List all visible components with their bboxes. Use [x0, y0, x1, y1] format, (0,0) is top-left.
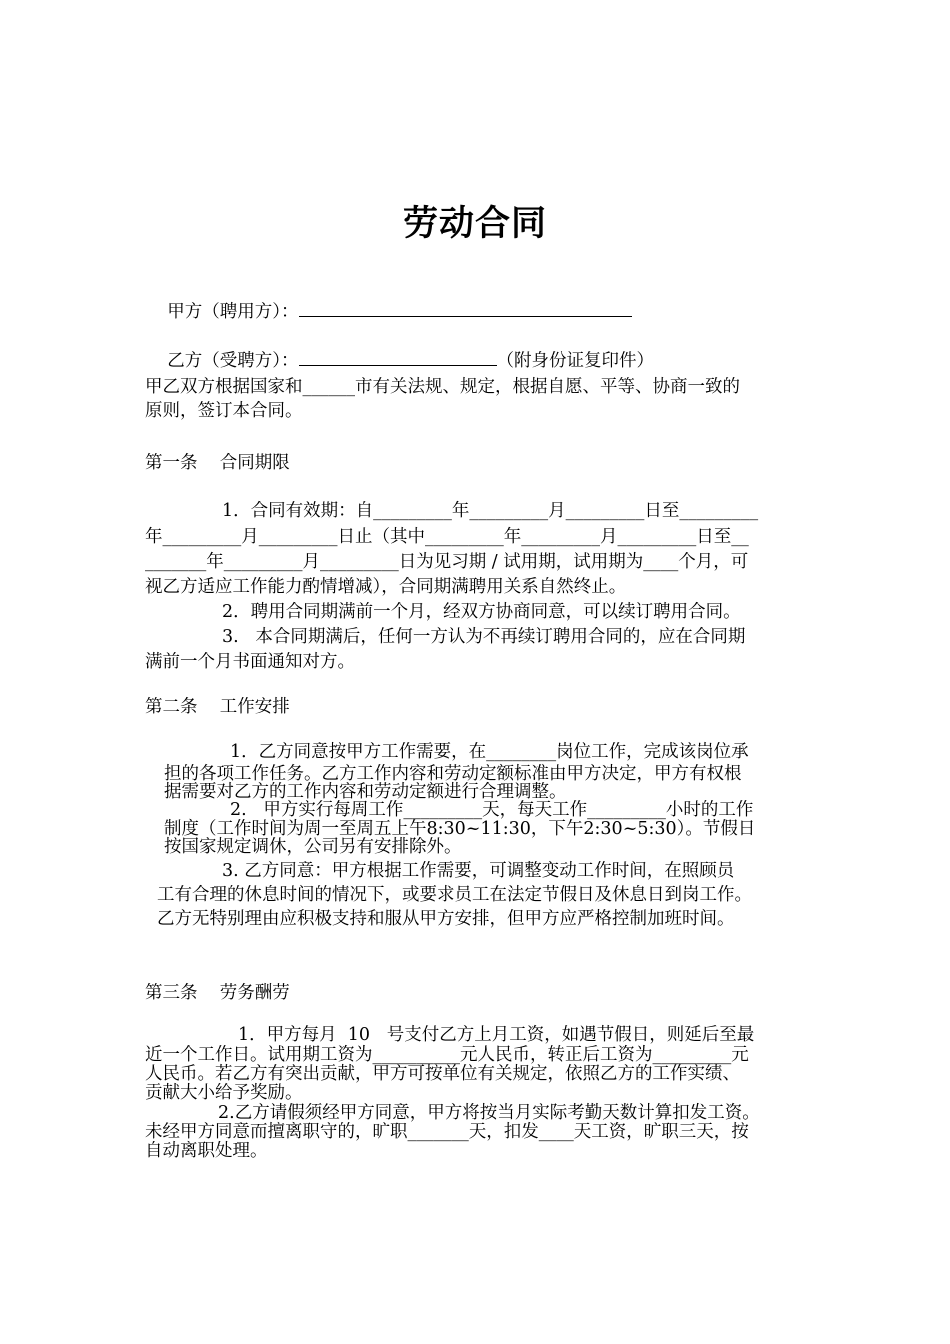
article3-line: 近一个工作日。试用期工资为__________元人民币，转正后工资为_________元	[145, 1045, 749, 1065]
party-a-blank[interactable]	[299, 298, 632, 317]
article1-heading: 第一条 合同期限	[145, 453, 290, 473]
article3-line: 未经甲方同意而擅离职守的，旷职_______天，扣发____天工资，旷职三天，按	[145, 1122, 749, 1142]
article2-line: 1．乙方同意按甲方工作需要，在________岗位工作，完成该岗位承	[230, 742, 749, 762]
article1-line: _______年_________月_________日为见习期 / 试用期，试用期为____个月，可	[145, 552, 749, 572]
article3-line: 贡献大小给予奖励。	[145, 1083, 303, 1103]
article3-line: 2.乙方请假须经甲方同意，甲方将按当月实际考勤天数计算扣发工资。	[218, 1103, 760, 1123]
party-b-blank[interactable]	[299, 347, 497, 366]
article2-line: 乙方无特别理由应积极支持和服从甲方安排，但甲方应严格控制加班时间。	[157, 909, 735, 929]
article1-line: 满前一个月书面通知对方。	[145, 652, 355, 672]
party-b-label: 乙方（受聘方）：	[167, 351, 299, 371]
article1-line: 视乙方适应工作能力酌情增减），合同期满聘用关系自然终止。	[145, 577, 627, 597]
article1-line: 2．聘用合同期满前一个月，经双方协商同意，可以续订聘用合同。	[222, 602, 741, 622]
article2-line: 制度（工作时间为周一至周五上午8:30~11:30，下午2:30~5:30）。节假日	[164, 819, 756, 839]
article2-heading: 第二条 工作安排	[145, 697, 290, 717]
article2-line: 2. 甲方实行每周工作_________天，每天工作_________小时的工作	[230, 800, 754, 820]
article3-line: 1．甲方每月 10 号支付乙方上月工资，如遇节假日，则延后至最	[238, 1025, 755, 1045]
article3-line: 自动离职处理。	[145, 1141, 268, 1161]
intro-line-1: 甲乙双方根据国家和______市有关法规、规定，根据自愿、平等、协商一致的	[145, 377, 740, 397]
party-b-note: （附身份证复印件）	[496, 351, 655, 371]
article3-line: 人民币。若乙方有突出贡献，甲方可按单位有关规定，依照乙方的工作实绩、	[145, 1064, 740, 1084]
article2-line: 担的各项工作任务。乙方工作内容和劳动定额标准由甲方决定，甲方有权根	[164, 764, 742, 784]
article2-line: 按国家规定调休，公司另有安排除外。	[164, 837, 462, 857]
article1-line: 3. 本合同期满后，任何一方认为不再续订聘用合同的，应在合同期	[222, 627, 746, 647]
article1-line: 1．合同有效期：自_________年_________月_________日至_________	[222, 501, 759, 521]
party-a-label: 甲方（聘用方）：	[167, 302, 299, 322]
article2-line: 3. 乙方同意：甲方根据工作需要，可调整变动工作时间，在照顾员	[222, 861, 735, 881]
intro-line-2: 原则，签订本合同。	[145, 401, 303, 421]
document-title: 劳动合同	[402, 203, 547, 244]
article2-line: 据需要对乙方的工作内容和劳动定额进行合理调整。	[164, 782, 567, 802]
article1-line: 年_________月_________日止（其中_________年_________月_________日至__	[145, 527, 749, 547]
article3-heading: 第三条 劳务酬劳	[145, 983, 290, 1003]
article2-line: 工有合理的休息时间的情况下，或要求员工在法定节假日及休息日到岗工作。	[157, 885, 752, 905]
